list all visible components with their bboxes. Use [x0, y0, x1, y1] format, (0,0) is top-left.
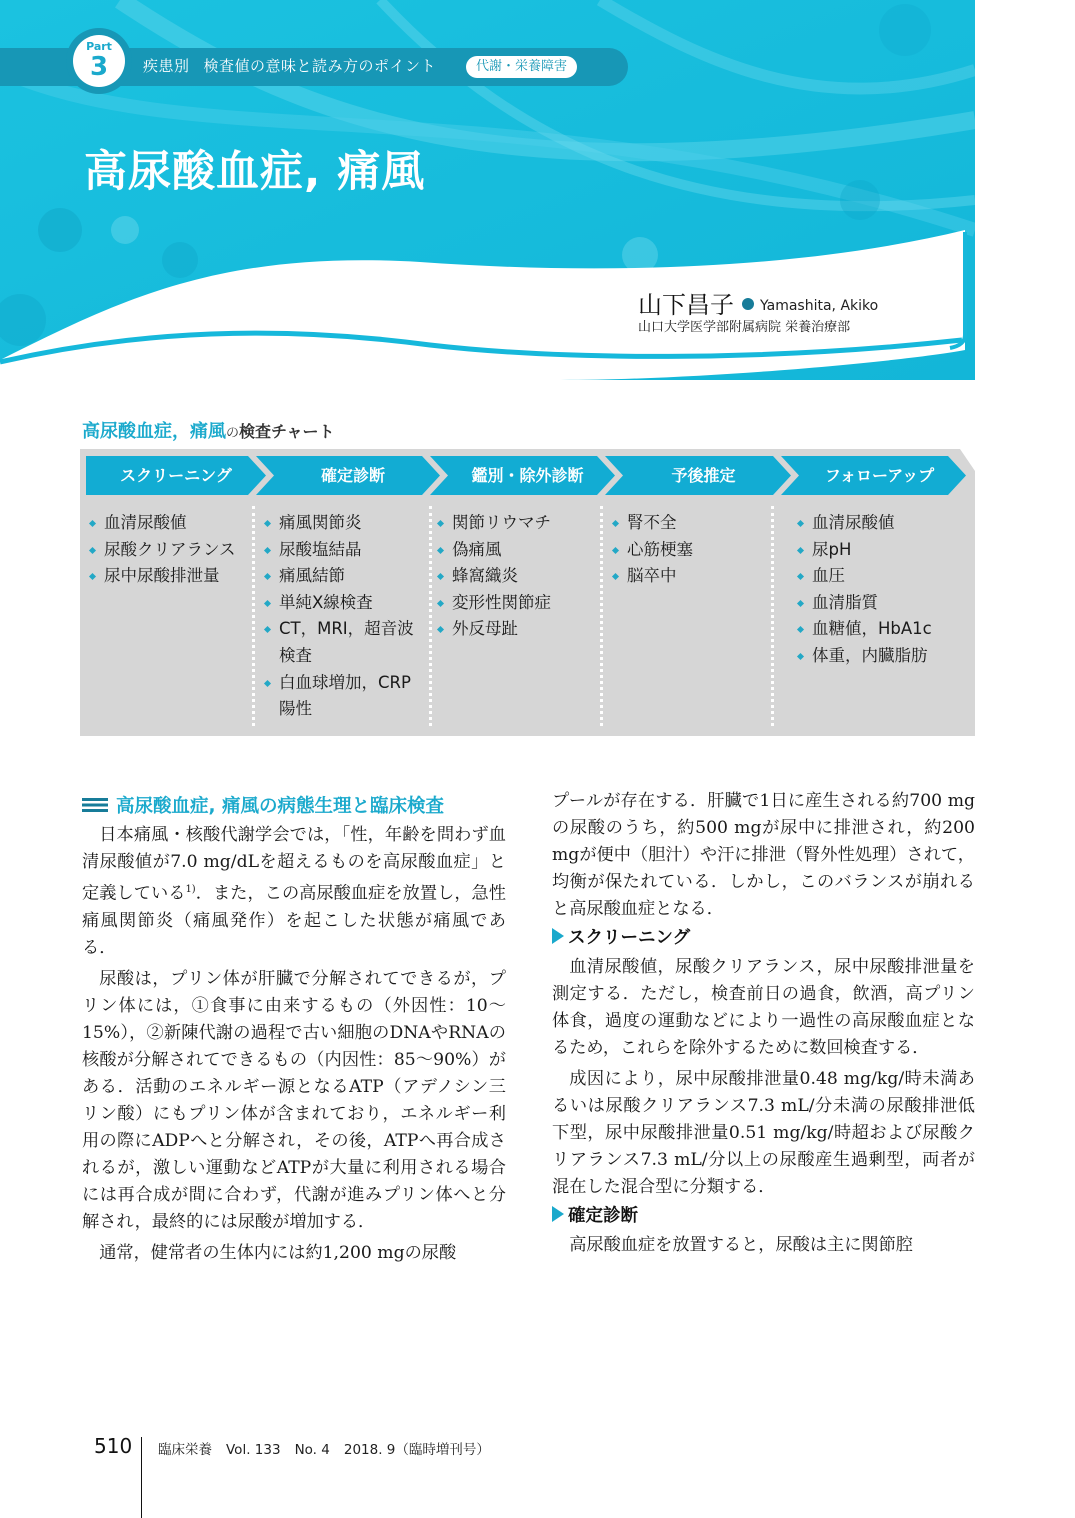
series-prefix: 疾患別	[143, 57, 190, 75]
chart-step-prognosis: 予後推定	[671, 466, 736, 485]
paragraph-text: ．また，この高尿酸血症を放置し，急性痛風関節炎（痛風発作）を起こした状態が痛風である．	[82, 883, 506, 958]
triangle-right-icon	[552, 928, 564, 944]
series-name: 検査値の意味と読み方のポイント	[203, 57, 437, 75]
chart-step-follow-up: フォローアップ	[824, 466, 935, 485]
section-heading-text: 高尿酸血症, 痛風の病態生理と臨床検査	[116, 796, 444, 817]
author-line	[638, 285, 878, 320]
section-heading	[82, 792, 444, 818]
column-divider	[600, 506, 603, 726]
chart-item: 血圧	[795, 563, 965, 590]
left-text-column	[82, 822, 506, 1267]
author-name: 山下昌子	[638, 291, 734, 319]
chart-item: 尿酸塩結晶	[262, 537, 422, 564]
paragraph: 通常，健常者の生体内には約1,200 mgの尿酸	[99, 1242, 457, 1263]
chart-column-prognosis	[610, 510, 780, 590]
subheading-definitive-diagnosis	[552, 1203, 975, 1230]
part-number: 3	[89, 52, 109, 82]
chart-item: 変形性関節症	[435, 590, 600, 617]
paragraph: 尿酸は，プリン体が肝臓で分解されてできるが，プリン体には，①食事に由来するもの（外因性：10〜15%），②新陳代謝の過程で古い細胞のDNAやRNAの核酸が分解されてできるもの（内因性：85〜90%）がある．活動のエネルギー源となるATP（アデノシン三リン酸）にもプリン体が含まれており，エネルギー利用の際にADPへと分解され，その後，ATPへ再合成されるが，激しい運動などATPが大量に利用される場合には再合成が間に合わず，代謝が進みプリン体へと分解され，最終的には尿酸が増加する．	[82, 968, 506, 1232]
chart-item: 尿pH	[795, 537, 965, 564]
dot-icon	[742, 298, 754, 310]
paragraph: 成因により，尿中尿酸排泄量0.48 mg/kg/時未満あるいは尿酸クリアランス7.3 mL/分未満の尿酸排泄低下型，尿中尿酸排泄量0.51 mg/kg/時超および尿酸クリアランス7.3 mL/分以上の尿酸産生過剰型，両者が混在した混合型に分類する．	[552, 1069, 975, 1197]
subheading-screening	[552, 925, 975, 952]
journal-number: No. 4	[294, 1442, 330, 1458]
chart-column-definitive-diagnosis	[262, 510, 422, 723]
journal-volume: Vol. 133	[226, 1442, 281, 1458]
chart-item: 白血球増加，CRP陽性	[262, 670, 422, 723]
chart-item: 血清尿酸値	[87, 510, 247, 537]
chart-item: 蜂窩織炎	[435, 563, 600, 590]
chart-item: 外反母趾	[435, 616, 600, 643]
journal-date: 2018. 9（臨時増刊号）	[343, 1442, 490, 1458]
paragraph	[82, 822, 506, 962]
chart-item: 痛風結節	[262, 563, 422, 590]
right-text-column	[552, 788, 975, 1259]
chart-item: 尿中尿酸排泄量	[87, 563, 247, 590]
chart-column-follow-up	[795, 510, 965, 670]
chart-item: 体重，内臓脂肪	[795, 643, 965, 670]
heading-bars-icon	[82, 798, 108, 812]
chart-item: 偽痛風	[435, 537, 600, 564]
chart-item: 単純X線検査	[262, 590, 422, 617]
footer-divider	[141, 1437, 142, 1518]
chart-item: 血糖値，HbA1c	[795, 616, 965, 643]
column-divider	[429, 506, 432, 726]
chart-step-differential-diagnosis: 鑑別・除外診断	[471, 466, 584, 485]
journal-citation	[158, 1438, 504, 1458]
chart-column-screening	[87, 510, 247, 590]
chart-title-particle: の	[226, 426, 240, 441]
chart-item: 脳卒中	[610, 563, 780, 590]
paragraph: 血清尿酸値，尿酸クリアランス，尿中尿酸排泄量を測定する．ただし，検査前日の過食，飲酒，高プリン体食，過度の運動などにより一過性の高尿酸血症となるため，これらを除外するために数回検査する．	[552, 957, 975, 1058]
author-affiliation: 山口大学医学部附属病院 栄養治療部	[638, 320, 851, 335]
column-divider	[771, 506, 774, 726]
chart-item: 腎不全	[610, 510, 780, 537]
category-badge: 代謝・栄養障害	[466, 56, 577, 78]
chart-item: 血清尿酸値	[795, 510, 965, 537]
chart-item: 尿酸クリアランス	[87, 537, 247, 564]
paragraph: 高尿酸血症を放置すると，尿酸は主に関節腔	[569, 1235, 913, 1255]
subheading-text: スクリーニング	[568, 928, 691, 948]
subheading-text: 確定診断	[568, 1206, 638, 1226]
paragraph-text: 日本痛風・核酸代謝学会では，「性，年齢を問わず血清尿酸値が7.0 mg/dLを超えるものを高尿酸血症」と定義している	[82, 825, 506, 904]
chart-item: 関節リウマチ	[435, 510, 600, 537]
chart-title-main: 高尿酸血症，痛風	[82, 421, 226, 442]
paragraph: プールが存在する．肝臓で1日に産生される約700 mgの尿酸のうち，約500 mgが尿中に排泄され，約200 mgが便中（胆汁）や汗に排泄（腎外性処理）されて，均衡が保たれている．しかし，このバランスが崩れると高尿酸血症となる．	[552, 791, 975, 919]
series-title	[143, 55, 436, 76]
citation-ref: 1)	[185, 884, 196, 895]
page-title: 高尿酸血症, 痛風	[84, 147, 426, 197]
author-roman-name: Yamashita, Akiko	[760, 298, 879, 314]
part-badge	[73, 35, 125, 87]
column-divider	[252, 506, 255, 726]
chart-step-definitive-diagnosis: 確定診断	[320, 466, 385, 485]
chart-column-differential-diagnosis	[435, 510, 600, 643]
chart-title-suffix: 検査チャート	[239, 422, 335, 441]
chart-item: 血清脂質	[795, 590, 965, 617]
page-number: 510	[94, 1434, 133, 1458]
chart-item: CT，MRI，超音波検査	[262, 616, 422, 669]
journal-name: 臨床栄養	[158, 1442, 212, 1458]
triangle-right-icon	[552, 1206, 564, 1222]
chart-step-screening: スクリーニング	[120, 466, 232, 485]
chart-title	[82, 417, 335, 443]
chart-item: 心筋梗塞	[610, 537, 780, 564]
part-label: Part	[86, 40, 112, 53]
chart-item: 痛風関節炎	[262, 510, 422, 537]
